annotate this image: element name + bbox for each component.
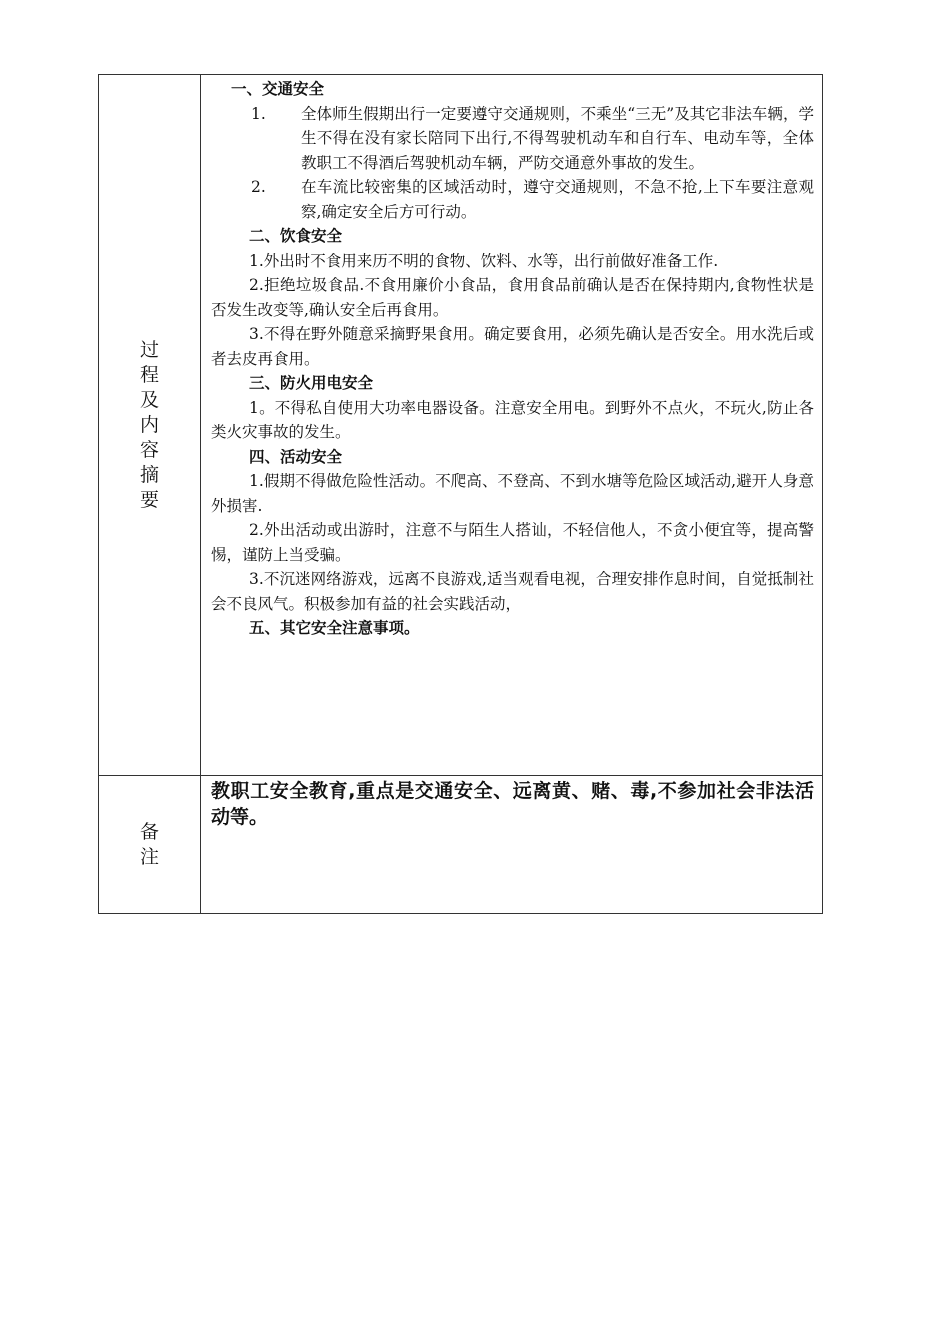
paragraph: 2.拒绝垃圾食品.不食用廉价小食品，食用食品前确认是否在保持期内,食物性状是否发生改变等,确认安全后再食用。 <box>211 276 814 319</box>
paragraph: 3.不沉迷网络游戏，远离不良游戏,适当观看电视，合理安排作息时间，自觉抵制社会不良风气。积极参加有益的社会实践活动， <box>211 570 814 613</box>
list-item-text: 在车流比较密集的区域活动时，遵守交通规则，不急不抢,上下车要注意观察,确定安全后方可行动。 <box>301 178 814 221</box>
note-label: 备注 <box>139 820 159 868</box>
paragraph: 1。不得私自使用大功率电器设备。注意安全用电。到野外不点火，不玩火,防止各类火灾事故的发生。 <box>211 398 814 441</box>
note-text: 教职工安全教育,重点是交通安全、远离黄、赌、毒,不参加社会非法活动等。 <box>211 780 814 828</box>
process-content-cell <box>201 75 823 776</box>
section-heading-food: 二、饮食安全 <box>249 227 343 245</box>
section-heading-fire: 三、防火用电安全 <box>249 374 374 392</box>
note-row <box>99 776 823 914</box>
summary-table <box>98 74 823 914</box>
note-content-cell <box>201 776 823 914</box>
note-label-cell <box>99 776 201 914</box>
section-heading-other: 五、其它安全注意事项。 <box>249 619 420 637</box>
process-label-cell <box>99 75 201 776</box>
paragraph: 1.外出时不食用来历不明的食物、饮料、水等，出行前做好准备工作. <box>249 251 719 270</box>
paragraph: 2.外出活动或出游时，注意不与陌生人搭讪，不轻信他人，不贪小便宜等，提高警惕，谨防上当受骗。 <box>211 521 814 564</box>
list-item <box>211 102 814 176</box>
paragraph: 1.假期不得做危险性活动。不爬高、不登高、不到水塘等危险区域活动,避开人身意外损害. <box>211 472 814 515</box>
document-sheet <box>98 74 823 914</box>
process-label: 过程及内容摘要 <box>139 338 159 511</box>
list-item-number: 1. <box>251 104 266 123</box>
list-item-text: 全体师生假期出行一定要遵守交通规则，不乘坐“三无”及其它非法车辆，学生不得在没有家长陪同下出行,不得驾驶机动车和自行车、电动车等，全体教职工不得酒后驾驶机动车辆，严防交通意外事故的发生。 <box>301 104 814 172</box>
list-item-number: 2. <box>251 178 266 196</box>
list-item <box>211 175 814 224</box>
section-heading-traffic: 一、交通安全 <box>231 80 325 98</box>
paragraph: 3.不得在野外随意采摘野果食用。确定要食用，必须先确认是否安全。用水洗后或者去皮再食用。 <box>211 325 814 368</box>
section-heading-activity: 四、活动安全 <box>249 447 343 466</box>
process-row <box>99 75 823 776</box>
